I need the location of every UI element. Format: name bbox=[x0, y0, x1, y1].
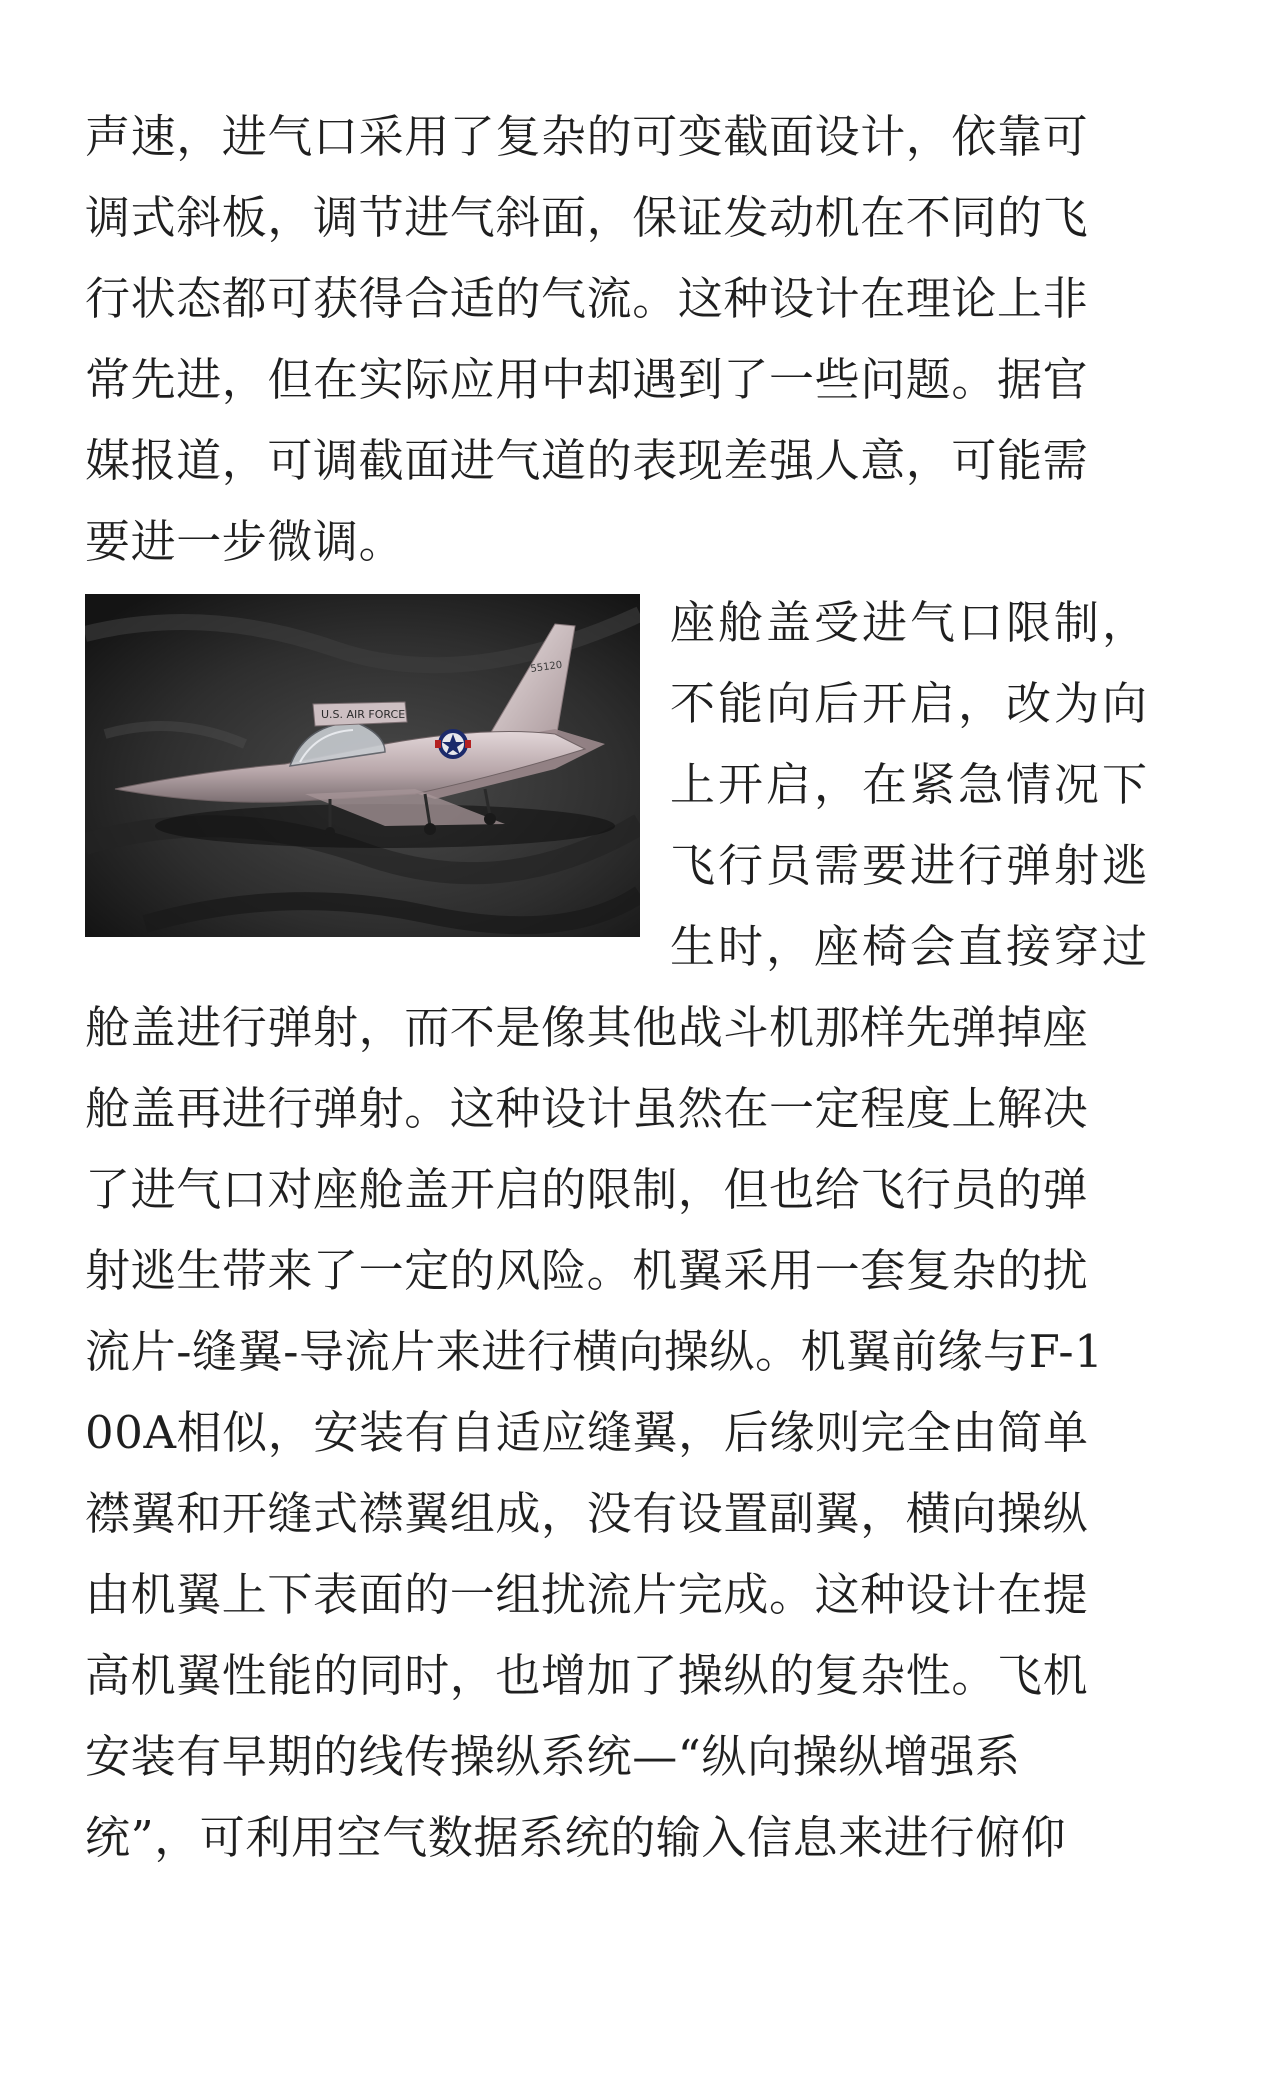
fuselage-marking: U.S. AIR FORCE bbox=[321, 708, 406, 721]
text-line: 上开启，在紧急情况下 bbox=[670, 758, 1151, 811]
text-line: 高机翼性能的同时，也增加了操纵的复杂性。飞机 bbox=[85, 1649, 1089, 1702]
text-line: 舱盖再进行弹射。这种设计虽然在一定程度上解决 bbox=[85, 1082, 1089, 1135]
wrapped-text-column bbox=[670, 582, 1193, 987]
text-line: 媒报道，可调截面进气道的表现差强人意，可能需 bbox=[85, 434, 1089, 487]
text-line: 舱盖进行弹射，而不是像其他战斗机那样先弹掉座 bbox=[85, 1001, 1089, 1054]
text-line: 生时，座椅会直接穿过 bbox=[670, 920, 1151, 973]
article-body bbox=[85, 96, 1193, 1878]
text-line: 流片-缝翼-导流片来进行横向操纵。机翼前缘与F-1 bbox=[85, 1325, 1104, 1378]
text-line: 安装有早期的线传操纵系统—“纵向操纵增强系 bbox=[85, 1730, 1021, 1783]
text-line: 由机翼上下表面的一组扰流片完成。这种设计在提 bbox=[85, 1568, 1089, 1621]
text-line: 襟翼和开缝式襟翼组成，没有设置副翼，横向操纵 bbox=[85, 1487, 1089, 1540]
text-line: 行状态都可获得合适的气流。这种设计在理论上非 bbox=[85, 272, 1089, 325]
aircraft-model-illustration bbox=[85, 594, 640, 937]
image-text-wrap bbox=[85, 582, 1193, 987]
text-line: 要进一步微调。 bbox=[85, 515, 405, 568]
text-line: 飞行员需要进行弹射逃 bbox=[670, 839, 1151, 892]
text-line: 不能向后开启，改为向 bbox=[670, 677, 1151, 730]
text-line: 射逃生带来了一定的风险。机翼采用一套复杂的扰 bbox=[85, 1244, 1089, 1297]
text-line: 了进气口对座舱盖开启的限制，但也给飞行员的弹 bbox=[85, 1163, 1089, 1216]
text-line: 座舱盖受进气口限制， bbox=[670, 596, 1151, 649]
text-line: 00A相似，安装有自适应缝翼，后缘则完全由简单 bbox=[85, 1406, 1089, 1459]
text-line: 统”，可利用空气数据系统的输入信息来进行俯仰 bbox=[85, 1811, 1067, 1864]
text-line: 声速，进气口采用了复杂的可变截面设计，依靠可 bbox=[85, 110, 1089, 163]
tail-number: 55120 bbox=[529, 659, 563, 675]
text-line: 调式斜板，调节进气斜面，保证发动机在不同的飞 bbox=[85, 191, 1089, 244]
text-line: 常先进，但在实际应用中却遇到了一些问题。据官 bbox=[85, 353, 1089, 406]
aircraft-model-photo bbox=[85, 594, 640, 937]
